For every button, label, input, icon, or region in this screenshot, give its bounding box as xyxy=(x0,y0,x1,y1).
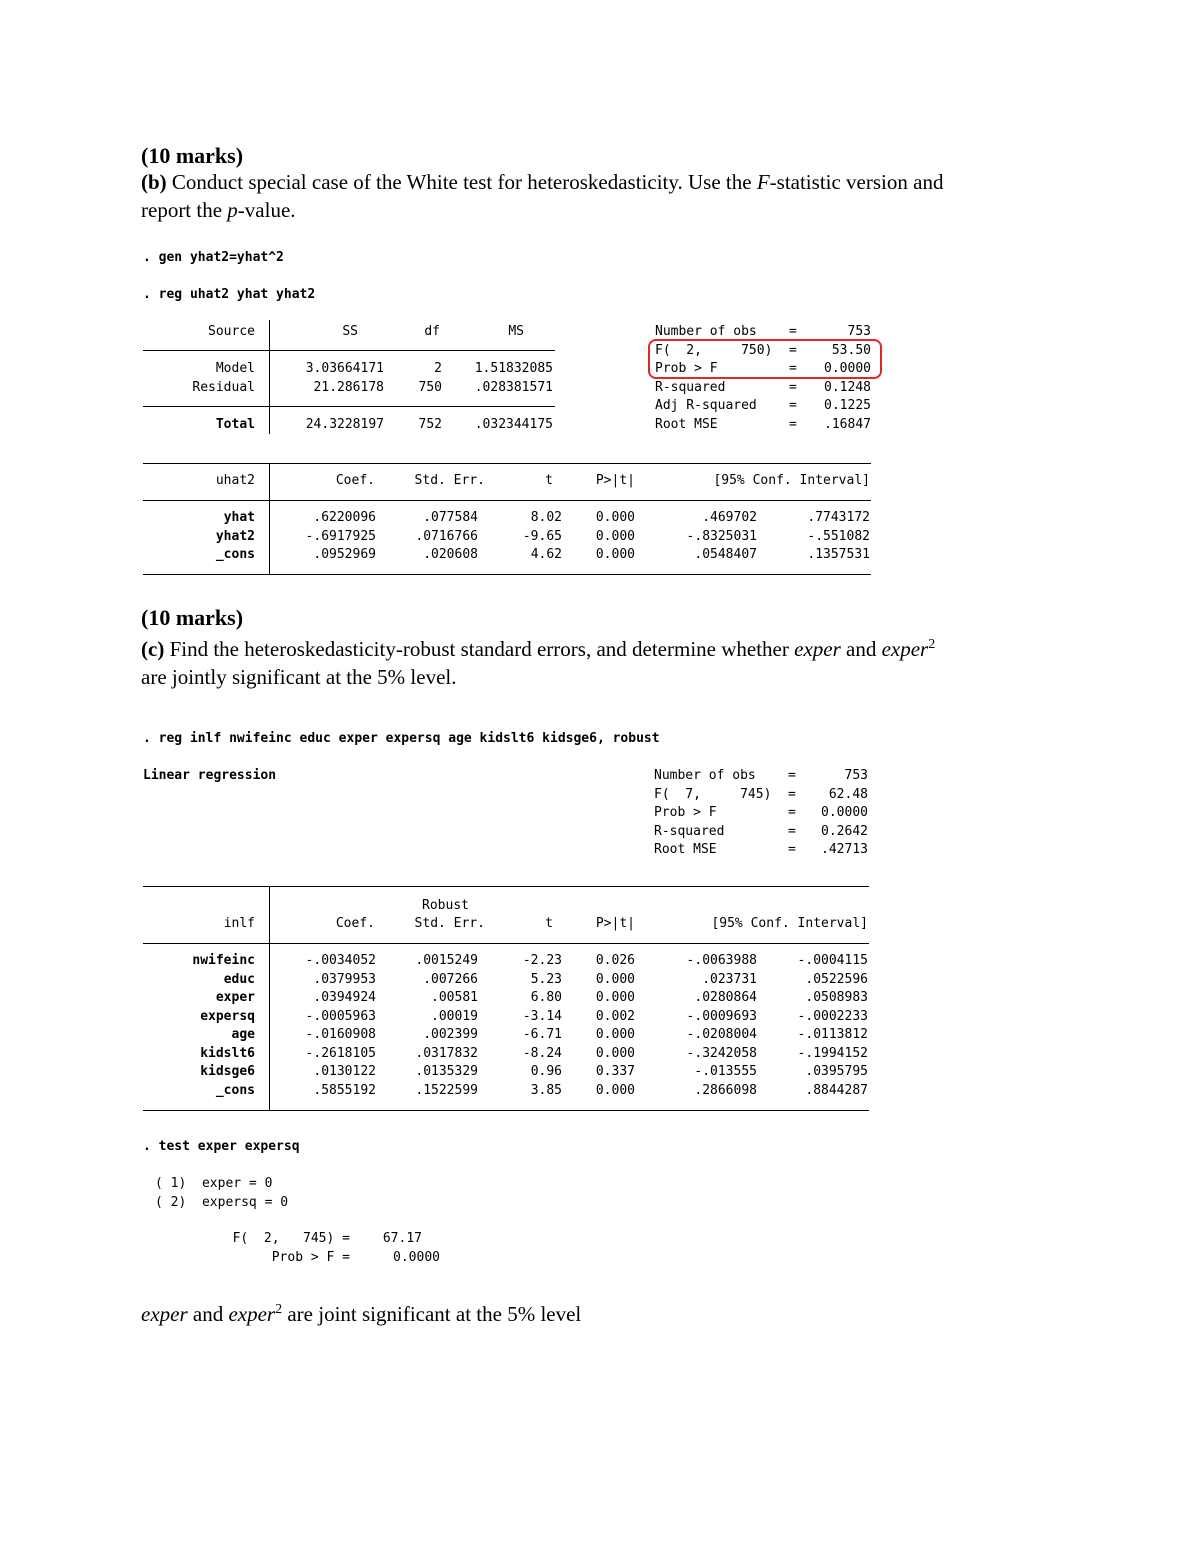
coef-c-cell-p: 0.026 xyxy=(595,953,635,968)
coef-b-h-t: t xyxy=(545,473,553,488)
anova-source-total: Total xyxy=(215,417,255,432)
coef-b-bottom-rule xyxy=(143,574,871,575)
stata-command-test: . test exper expersq xyxy=(143,1139,300,1154)
coef-c-depvar: inlf xyxy=(223,916,255,931)
anova-df-residual: 750 xyxy=(418,379,442,395)
coef-c-cell-var: kidsge6 xyxy=(200,1064,255,1079)
conclusion-exper2: exper xyxy=(228,1302,276,1326)
coef-b-cell-var: yhat xyxy=(223,510,255,525)
coef-c-cell-var: age xyxy=(231,1027,255,1042)
coef-c-cell-se: .1522599 xyxy=(415,1082,478,1098)
coef-b-cell-coef: .6220096 xyxy=(313,510,376,525)
coef-b-cell-t: 8.02 xyxy=(530,510,562,525)
coef-b-cell-hi: .1357531 xyxy=(807,547,870,562)
coef-c-cell-p: 0.000 xyxy=(595,1027,635,1042)
part-b-f-italic: F xyxy=(756,170,770,194)
coef-b-cell-lo: .469702 xyxy=(702,510,757,525)
test-prob-value: 0.0000 xyxy=(393,1250,440,1265)
anova-ss-model: 3.03664171 xyxy=(305,361,384,376)
part-c-sup: 2 xyxy=(928,637,936,652)
anova-df-total: 752 xyxy=(418,417,442,432)
coef-c-h-coef: Coef. xyxy=(335,916,375,931)
coef-b-cell-coef: -.6917925 xyxy=(305,528,376,544)
coef-c-cell-coef: .0394924 xyxy=(313,990,376,1005)
coef-c-cell-hi: -.1994152 xyxy=(797,1045,868,1061)
anova-header-source: Source xyxy=(208,324,255,339)
part-b-text-2: -statistic version and xyxy=(769,170,944,194)
coef-c-cell-lo: -.0208004 xyxy=(686,1027,757,1042)
coef-c-cell-lo: .023731 xyxy=(702,971,757,987)
coef-c-cell-p: 0.000 xyxy=(595,1045,635,1061)
coef-b-header-rule xyxy=(143,500,871,501)
stat-c-prob: Prob > F = 0.0000 xyxy=(654,805,868,820)
conclusion xyxy=(141,1296,581,1328)
coef-c-cell-coef: -.0160908 xyxy=(305,1027,376,1042)
part-b-line2-a: report the xyxy=(141,198,228,222)
anova-header-df: df xyxy=(424,324,440,339)
coef-c-cell-lo: -.0009693 xyxy=(686,1008,757,1024)
anova-header-ss: SS xyxy=(342,324,358,339)
coef-b-h-p: P>|t| xyxy=(595,473,635,488)
coef-c-cell-se: .0015249 xyxy=(415,953,478,968)
anova-total-rule xyxy=(143,406,555,407)
anova-divider xyxy=(269,320,270,434)
coef-b-cell-t: -9.65 xyxy=(522,528,562,544)
coef-c-cell-p: 0.337 xyxy=(595,1064,635,1079)
coef-b-cell-hi: -.551082 xyxy=(807,528,870,544)
coef-c-cell-se: .007266 xyxy=(423,971,478,987)
coef-c-bottom-rule xyxy=(143,1110,869,1111)
part-c-line2: are jointly significant at the 5% level. xyxy=(141,665,457,689)
test-f-value: 67.17 xyxy=(382,1231,422,1246)
coef-c-cell-var: _cons xyxy=(215,1082,255,1098)
coef-b-cell-coef: .0952969 xyxy=(313,547,376,562)
coef-c-cell-p: 0.000 xyxy=(595,990,635,1005)
coef-c-cell-p: 0.002 xyxy=(595,1008,635,1024)
coef-c-cell-se: .0317832 xyxy=(415,1045,478,1061)
conclusion-rest: are joint significant at the 5% level xyxy=(282,1302,582,1326)
stat-row-adj-rsq: Adj R-squared = 0.1225 xyxy=(655,398,871,413)
coef-c-cell-var: exper xyxy=(215,990,255,1005)
coef-c-cell-t: -3.14 xyxy=(522,1008,562,1024)
anova-header-ms: MS xyxy=(508,324,524,339)
coef-c-cell-hi: .0522596 xyxy=(805,971,868,987)
test-prob-label: Prob > F = xyxy=(271,1250,350,1265)
coef-c-cell-t: -2.23 xyxy=(522,953,562,968)
part-b-line2-b: -value. xyxy=(237,198,296,222)
coef-b-cell-se: .077584 xyxy=(423,510,478,525)
coef-c-cell-lo: -.013555 xyxy=(694,1064,757,1079)
coef-c-cell-coef: -.0005963 xyxy=(305,1008,376,1024)
coef-b-top-rule xyxy=(143,463,871,464)
coef-b-cell-lo: .0548407 xyxy=(694,547,757,562)
stata-command-robust: . reg inlf nwifeinc educ exper expersq age kidslt6 kidsge6, robust xyxy=(143,731,660,746)
coef-c-cell-se: .0135329 xyxy=(415,1064,478,1079)
stata-command-gen: . gen yhat2=yhat^2 xyxy=(143,250,284,265)
stat-row-root-mse: Root MSE = .16847 xyxy=(655,416,871,432)
coef-b-divider xyxy=(269,463,270,574)
coef-c-h-se: Std. Err. xyxy=(414,916,485,931)
coef-c-cell-coef: -.0034052 xyxy=(305,953,376,968)
coef-c-cell-t: -6.71 xyxy=(522,1027,562,1042)
coef-c-cell-t: -8.24 xyxy=(522,1045,562,1061)
part-c-text-1: Find the heteroskedasticity-robust standard errors, and determine whether xyxy=(164,637,795,661)
part-b-p-italic: p xyxy=(227,198,238,222)
stat-row-nobs: Number of obs = 753 xyxy=(655,324,871,339)
anova-ss-total: 24.3228197 xyxy=(305,417,384,432)
part-b-question xyxy=(141,168,1061,224)
coef-c-cell-hi: -.0113812 xyxy=(797,1027,868,1042)
anova-ms-model: 1.51832085 xyxy=(474,361,553,376)
part-c-question xyxy=(141,631,1071,691)
coef-c-h-ci: [95% Conf. Interval] xyxy=(711,916,868,931)
coef-c-cell-var: kidslt6 xyxy=(200,1045,255,1061)
coef-c-cell-coef: .0130122 xyxy=(313,1064,376,1079)
coef-b-cell-var: yhat2 xyxy=(215,528,255,544)
coef-b-cell-p: 0.000 xyxy=(595,510,635,525)
coef-b-cell-se: .020608 xyxy=(423,547,478,562)
anova-ss-residual: 21.286178 xyxy=(313,379,384,395)
constraint-2: ( 2) expersq = 0 xyxy=(155,1194,289,1210)
coef-c-cell-t: 6.80 xyxy=(530,990,562,1005)
stata-command-reg: . reg uhat2 yhat yhat2 xyxy=(143,287,316,302)
stat-row-prob: Prob > F = 0.0000 xyxy=(655,361,871,376)
coef-c-robust: Robust xyxy=(422,898,469,913)
stat-row-rsq: R-squared = 0.1248 xyxy=(655,379,871,395)
coef-b-cell-var: _cons xyxy=(215,547,255,562)
coef-b-h-coef: Coef. xyxy=(335,473,375,488)
coef-c-cell-hi: -.0002233 xyxy=(797,1008,868,1024)
coef-b-cell-hi: .7743172 xyxy=(807,510,870,525)
highlight-box xyxy=(648,339,882,379)
anova-ms-total: .032344175 xyxy=(474,417,553,432)
linear-regression-title: Linear regression xyxy=(143,768,277,783)
part-b-text-1: Conduct special case of the White test for heteroskedasticity. Use the xyxy=(166,170,757,194)
coef-b-cell-p: 0.000 xyxy=(595,528,635,544)
coef-b-cell-se: .0716766 xyxy=(415,528,478,544)
coef-b-h-se: Std. Err. xyxy=(414,473,485,488)
stat-c-f: F( 7, 745) = 62.48 xyxy=(654,786,868,802)
part-c-exper2: exper xyxy=(881,637,929,661)
coef-c-cell-coef: -.2618105 xyxy=(305,1045,376,1061)
coef-c-cell-t: 0.96 xyxy=(530,1064,562,1079)
coef-c-cell-var: nwifeinc xyxy=(192,953,255,968)
part-c-label: (c) xyxy=(141,637,165,661)
coef-c-cell-p: 0.000 xyxy=(595,1082,635,1098)
anova-source-model: Model xyxy=(215,361,255,376)
part-c-exper: exper xyxy=(794,637,841,661)
coef-c-cell-hi: .0395795 xyxy=(805,1064,868,1079)
coef-c-cell-lo: -.0063988 xyxy=(686,953,757,968)
coef-c-cell-p: 0.000 xyxy=(595,971,635,987)
conclusion-exper: exper xyxy=(141,1302,188,1326)
part-c-and: and xyxy=(840,637,882,661)
coef-c-cell-lo: .2866098 xyxy=(694,1082,757,1098)
stat-c-root-mse: Root MSE = .42713 xyxy=(654,842,868,857)
test-f-label: F( 2, 745) = xyxy=(232,1231,350,1246)
coef-b-h-ci: [95% Conf. Interval] xyxy=(713,473,870,488)
coef-c-header-rule xyxy=(143,943,869,944)
stat-row-f: F( 2, 750) = 53.50 xyxy=(655,342,871,358)
anova-ms-residual: .028381571 xyxy=(474,379,553,395)
part-c-marks: (10 marks) xyxy=(141,605,244,630)
stat-c-rsq: R-squared = 0.2642 xyxy=(654,823,868,839)
coef-c-cell-se: .00581 xyxy=(431,990,478,1005)
coef-c-cell-coef: .5855192 xyxy=(313,1082,376,1098)
part-b-label: (b) xyxy=(141,170,167,194)
coef-c-cell-se: .002399 xyxy=(423,1027,478,1042)
coef-c-cell-var: expersq xyxy=(200,1008,255,1024)
coef-c-cell-hi: .8844287 xyxy=(805,1082,868,1098)
coef-c-cell-t: 5.23 xyxy=(530,971,562,987)
coef-c-cell-t: 3.85 xyxy=(530,1082,562,1098)
coef-c-top-rule xyxy=(143,886,869,887)
coef-c-h-p: P>|t| xyxy=(595,916,635,931)
conclusion-sup: 2 xyxy=(275,1302,283,1317)
anova-df-model: 2 xyxy=(434,361,442,376)
stat-c-nobs: Number of obs = 753 xyxy=(654,768,868,783)
coef-c-cell-se: .00019 xyxy=(431,1008,478,1024)
conclusion-and: and xyxy=(187,1302,229,1326)
coef-c-cell-var: educ xyxy=(223,971,255,987)
part-b-marks: (10 marks) xyxy=(141,143,244,168)
coef-c-h-t: t xyxy=(545,916,553,931)
coef-b-depvar: uhat2 xyxy=(215,473,255,488)
coef-c-cell-hi: -.0004115 xyxy=(797,953,868,968)
constraint-1: ( 1) exper = 0 xyxy=(155,1176,273,1191)
anova-source-residual: Residual xyxy=(192,379,255,395)
coef-c-cell-lo: .0280864 xyxy=(694,990,757,1005)
coef-c-cell-hi: .0508983 xyxy=(805,990,868,1005)
coef-c-cell-coef: .0379953 xyxy=(313,971,376,987)
coef-c-divider xyxy=(269,886,270,1110)
coef-b-cell-lo: -.8325031 xyxy=(686,528,757,544)
anova-header-rule xyxy=(143,350,555,351)
coef-c-cell-lo: -.3242058 xyxy=(686,1045,757,1061)
coef-b-cell-p: 0.000 xyxy=(595,547,635,562)
coef-b-cell-t: 4.62 xyxy=(530,547,562,562)
